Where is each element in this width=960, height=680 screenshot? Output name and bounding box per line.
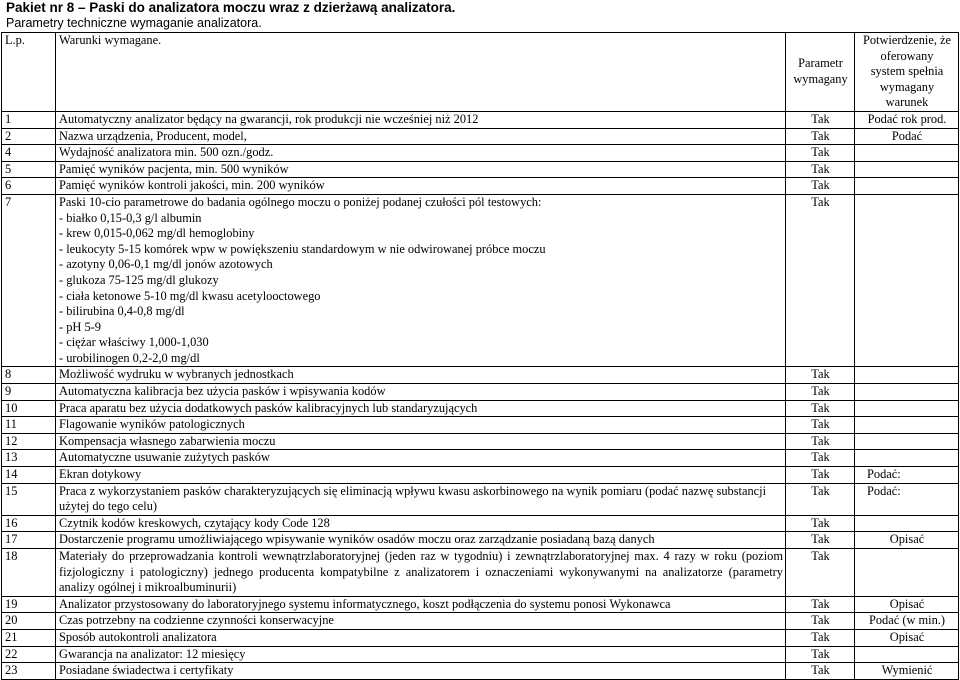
row-confirmation: Opisać <box>855 596 959 613</box>
requirements-table <box>1 32 959 680</box>
row-param: Tak <box>786 646 855 663</box>
row-param: Tak <box>786 161 855 178</box>
row-condition-text: Czas potrzebny na codzienne czynności konserwacyjne <box>59 613 334 628</box>
row-condition-text: Automatyczna kalibracja bez użycia pasków i wpisywania kodów <box>59 384 386 399</box>
row-condition <box>56 178 786 195</box>
row-condition <box>56 467 786 484</box>
row-confirmation <box>855 646 959 663</box>
row-param: Tak <box>786 417 855 434</box>
row-confirmation <box>855 161 959 178</box>
row-condition <box>56 515 786 532</box>
row-condition <box>56 450 786 467</box>
row-condition-subitem: - urobilinogen 0,2-2,0 mg/dl <box>59 350 200 365</box>
table-row <box>2 629 959 646</box>
table-row <box>2 532 959 549</box>
row-number: 14 <box>2 467 56 484</box>
table-row <box>2 128 959 145</box>
header-confirm <box>855 33 959 112</box>
row-condition-text: Automatyczny analizator będący na gwarancji, rok produkcji nie wcześniej niż 2012 <box>59 111 479 126</box>
row-confirmation <box>855 417 959 434</box>
row-number: 16 <box>2 515 56 532</box>
row-confirmation <box>855 194 959 367</box>
row-condition-text: Analizator przystosowany do laboratoryjnego systemu informatycznego, koszt podłączenia do systemu ponosi Wykonawca <box>59 596 671 611</box>
table-row <box>2 433 959 450</box>
page-title: Pakiet nr 8 – Paski do analizatora moczu wraz z dzierżawą analizatora. <box>6 0 456 15</box>
row-condition <box>56 433 786 450</box>
header-confirm-line: oferowany <box>880 48 934 63</box>
row-number: 9 <box>2 384 56 401</box>
row-condition-text: Pamięć wyników pacjenta, min. 500 wyników <box>59 161 289 176</box>
row-confirmation: Podać: <box>855 467 959 484</box>
row-number: 10 <box>2 400 56 417</box>
row-param: Tak <box>786 596 855 613</box>
row-condition-text: Możliwość wydruku w wybranych jednostkach <box>59 367 294 382</box>
row-condition <box>56 646 786 663</box>
row-confirmation: Podać <box>855 128 959 145</box>
row-param: Tak <box>786 532 855 549</box>
row-param: Tak <box>786 128 855 145</box>
row-condition <box>56 483 786 515</box>
row-condition-text: Dostarczenie programu umożliwiającego wpisywanie wyników osadów moczu oraz zarządzanie posiadaną bazą danych <box>59 532 655 547</box>
table-row <box>2 613 959 630</box>
row-condition <box>56 532 786 549</box>
row-condition <box>56 111 786 128</box>
row-number: 11 <box>2 417 56 434</box>
row-confirmation <box>855 178 959 195</box>
header-param-line: wymagany <box>793 71 848 86</box>
row-condition-text: Flagowanie wyników patologicznych <box>59 417 245 432</box>
row-condition-text: Praca aparatu bez użycia dodatkowych pasków kalibracyjnych lub standaryzujących <box>59 400 478 415</box>
row-condition-subitem: - ciężar właściwy 1,000-1,030 <box>59 335 209 350</box>
row-confirmation <box>855 450 959 467</box>
row-confirmation <box>855 549 959 597</box>
table-row <box>2 549 959 597</box>
row-condition-text: Kompensacja własnego zabarwienia moczu <box>59 433 276 448</box>
header-confirm-line: system spełnia <box>870 64 944 79</box>
row-condition <box>56 128 786 145</box>
row-condition-text: Posiadane świadectwa i certyfikaty <box>59 663 234 678</box>
row-number: 1 <box>2 111 56 128</box>
row-number: 20 <box>2 613 56 630</box>
row-param: Tak <box>786 367 855 384</box>
table-row <box>2 450 959 467</box>
row-condition <box>56 384 786 401</box>
row-condition-text: Pamięć wyników kontroli jakości, min. 200 wyników <box>59 178 325 193</box>
table-body <box>2 111 959 679</box>
table-row <box>2 400 959 417</box>
row-condition-subitem: - pH 5-9 <box>59 319 101 334</box>
row-number: 4 <box>2 145 56 162</box>
table-row <box>2 145 959 162</box>
row-number: 6 <box>2 178 56 195</box>
row-condition-text: Paski 10-cio parametrowe do badania ogólnego moczu o poniżej podanej czułości pól testowych: <box>59 194 542 209</box>
row-number: 19 <box>2 596 56 613</box>
row-param: Tak <box>786 384 855 401</box>
row-condition-text: Sposób autokontroli analizatora <box>59 629 217 644</box>
table-row <box>2 178 959 195</box>
row-confirmation <box>855 367 959 384</box>
row-condition-text: Gwarancja na analizator: 12 miesięcy <box>59 646 246 661</box>
header-lp: L.p. <box>2 33 56 112</box>
row-confirmation: Podać rok prod. <box>855 111 959 128</box>
row-number: 8 <box>2 367 56 384</box>
row-condition <box>56 400 786 417</box>
row-condition-text: Czytnik kodów kreskowych, czytający kody Code 128 <box>59 515 330 530</box>
row-condition <box>56 417 786 434</box>
row-confirmation: Podać (w min.) <box>855 613 959 630</box>
header-confirm-line: Potwierdzenie, że <box>862 33 952 47</box>
row-number: 5 <box>2 161 56 178</box>
table-row <box>2 483 959 515</box>
table-row <box>2 596 959 613</box>
row-condition <box>56 549 786 597</box>
row-param: Tak <box>786 111 855 128</box>
row-condition-text: Praca z wykorzystaniem pasków charakteryzujących się eliminacją wpływu kwasu askorbinowego na wynik pomiaru (podać nazwę substancji użytej do tego celu) <box>59 483 767 514</box>
header-confirm-line: warunek <box>885 95 929 110</box>
row-confirmation: Wymienić <box>855 663 959 680</box>
row-condition <box>56 161 786 178</box>
row-condition <box>56 596 786 613</box>
row-param: Tak <box>786 467 855 484</box>
row-confirmation: Podać: <box>855 483 959 515</box>
header-condition: Warunki wymagane. <box>56 33 786 112</box>
row-param: Tak <box>786 483 855 515</box>
row-number: 12 <box>2 433 56 450</box>
row-condition-text: Nazwa urządzenia, Producent, model, <box>59 128 247 143</box>
row-number: 17 <box>2 532 56 549</box>
row-condition-subitem: - białko 0,15-0,3 g/l albumin <box>59 210 202 225</box>
table-header-row <box>2 33 959 112</box>
row-param: Tak <box>786 400 855 417</box>
row-condition <box>56 613 786 630</box>
row-confirmation <box>855 433 959 450</box>
table-row <box>2 515 959 532</box>
row-param: Tak <box>786 178 855 195</box>
row-condition <box>56 367 786 384</box>
row-confirmation <box>855 515 959 532</box>
row-condition-subitem: - glukoza 75-125 mg/dl glukozy <box>59 272 219 287</box>
header-param <box>786 33 855 112</box>
row-param: Tak <box>786 194 855 367</box>
row-condition-text: Wydajność analizatora min. 500 ozn./godz. <box>59 145 274 160</box>
row-condition-subitem: - bilirubina 0,4-0,8 mg/dl <box>59 304 185 319</box>
table-row <box>2 161 959 178</box>
row-condition-text: Automatyczne usuwanie zużytych pasków <box>59 450 270 465</box>
page-subtitle: Parametry techniczne wymaganie analizatora. <box>6 16 262 30</box>
row-condition <box>56 194 786 367</box>
table-row <box>2 467 959 484</box>
row-condition <box>56 145 786 162</box>
row-condition-subitem: - krew 0,015-0,062 mg/dl hemoglobiny <box>59 226 255 241</box>
row-condition-subitem: - ciała ketonowe 5-10 mg/dl kwasu acetylooctowego <box>59 288 321 303</box>
row-param: Tak <box>786 515 855 532</box>
row-condition-text: Ekran dotykowy <box>59 467 142 482</box>
row-confirmation: Opisać <box>855 532 959 549</box>
table-row <box>2 384 959 401</box>
table-row <box>2 111 959 128</box>
row-number: 2 <box>2 128 56 145</box>
table-row <box>2 367 959 384</box>
row-param: Tak <box>786 433 855 450</box>
row-number: 15 <box>2 483 56 515</box>
row-confirmation <box>855 384 959 401</box>
table-row <box>2 417 959 434</box>
row-number: 13 <box>2 450 56 467</box>
row-param: Tak <box>786 145 855 162</box>
row-number: 18 <box>2 549 56 597</box>
row-number: 21 <box>2 629 56 646</box>
table-row <box>2 663 959 680</box>
row-param: Tak <box>786 629 855 646</box>
row-number: 7 <box>2 194 56 367</box>
header-confirm-line: wymagany <box>879 79 935 94</box>
row-confirmation <box>855 145 959 162</box>
row-param: Tak <box>786 663 855 680</box>
row-condition-subitem: - azotyny 0,06-0,1 mg/dl jonów azotowych <box>59 257 273 272</box>
row-param: Tak <box>786 549 855 597</box>
row-param: Tak <box>786 613 855 630</box>
row-condition <box>56 663 786 680</box>
row-condition-text: Materiały do przeprowadzania kontroli wewnątrzlaboratoryjnej (jeden raz w tygodniu) i zewnątrzlaboratoryjnej max. 4 razy w roku (poziom fizjologiczny i patologiczny) jednego producenta kompatybilne z analizatorem i oznaczeniami wykonywanymi na analizatorze (parametry analizy ogólnej i mikroalbuminurii) <box>59 549 783 595</box>
table-row <box>2 646 959 663</box>
table-row <box>2 194 959 367</box>
row-confirmation <box>855 400 959 417</box>
row-condition-subitem: - leukocyty 5-15 komórek wpw w powiększeniu standardowym w nie odwirowanej próbce moczu <box>59 241 546 256</box>
row-condition <box>56 629 786 646</box>
row-number: 22 <box>2 646 56 663</box>
row-number: 23 <box>2 663 56 680</box>
row-confirmation: Opisać <box>855 629 959 646</box>
row-param: Tak <box>786 450 855 467</box>
header-param-line: Parametr <box>798 56 843 71</box>
